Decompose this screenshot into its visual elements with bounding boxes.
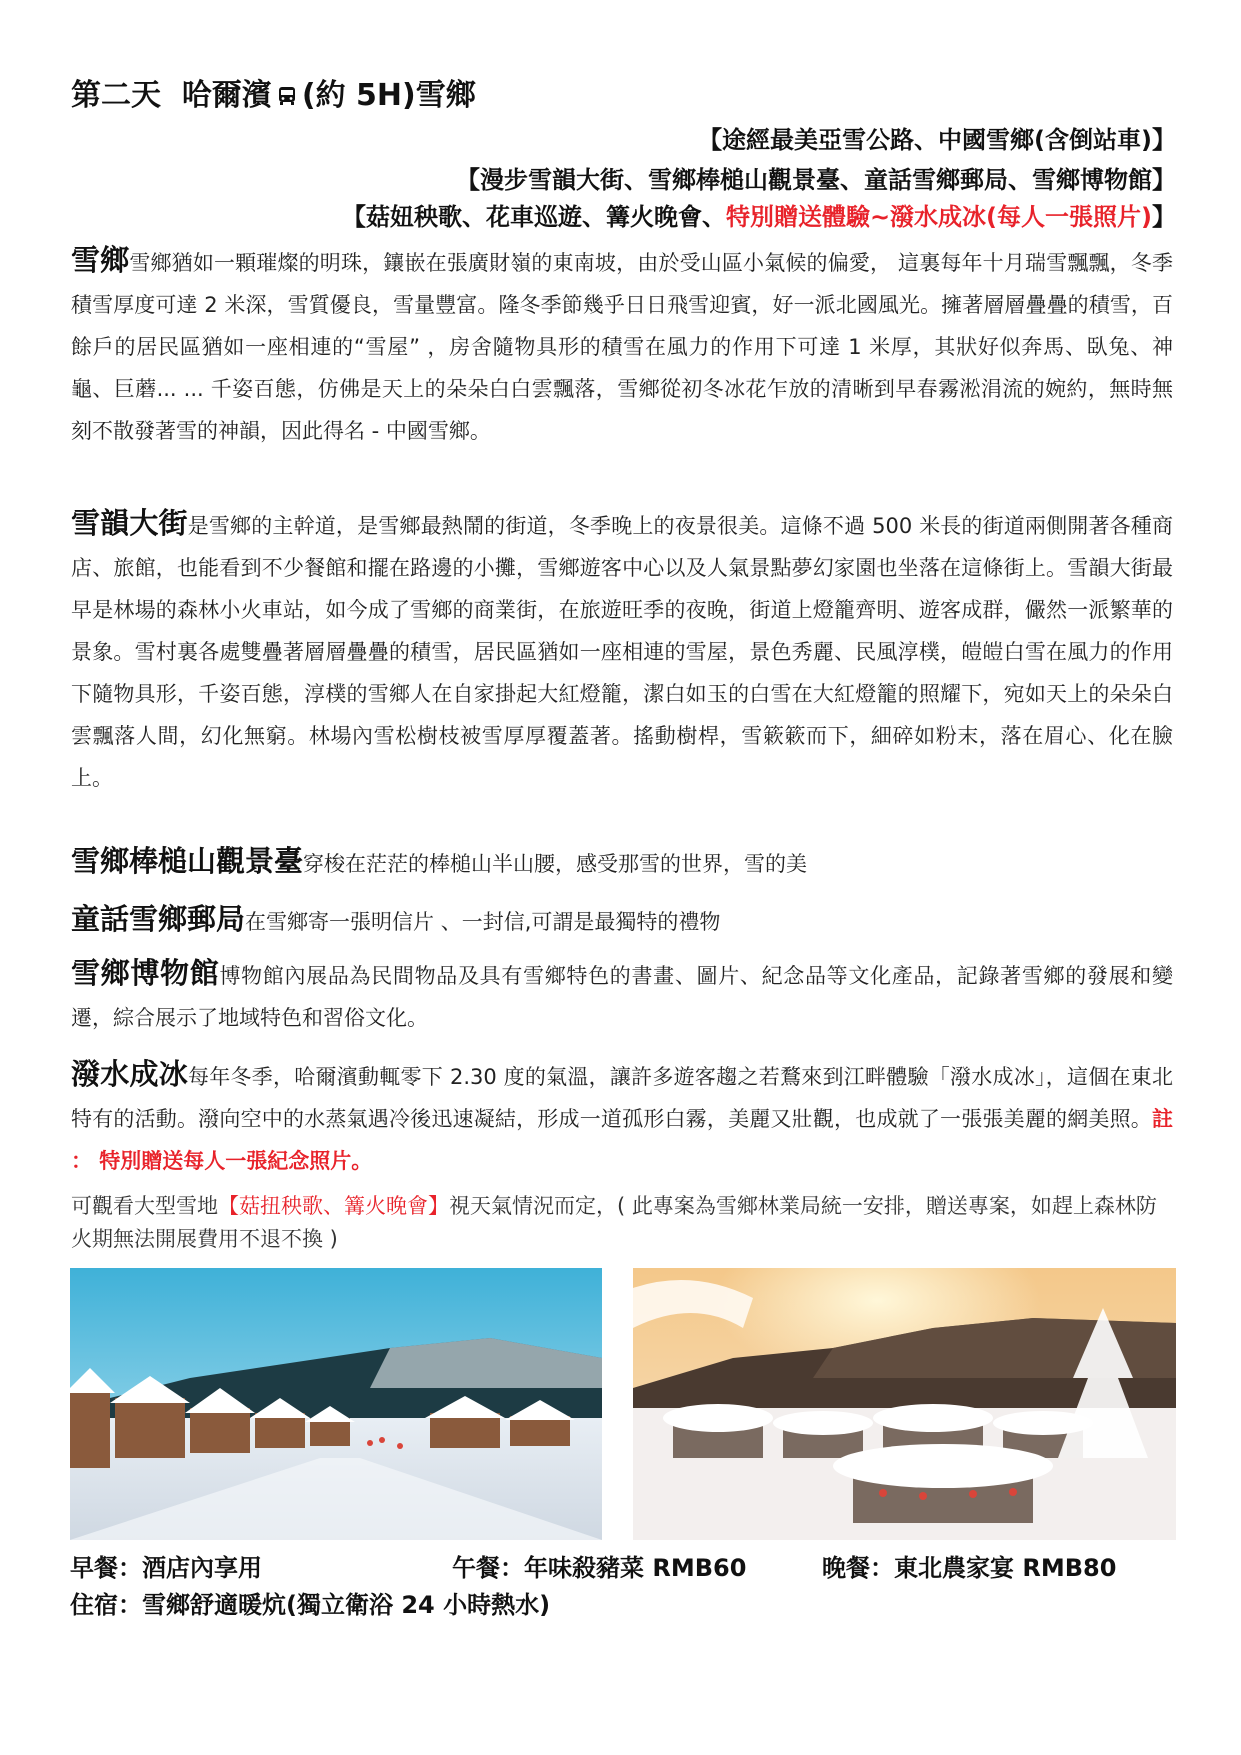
day-label: 第二天 bbox=[71, 78, 161, 113]
section-museum bbox=[71, 952, 1173, 1039]
section-pour-note: 註 ： 特別贈送每人一張紀念照片。 bbox=[71, 1107, 1173, 1173]
section-venue-note bbox=[71, 1190, 1173, 1256]
breakfast: 早餐：酒店內享用 bbox=[70, 1554, 262, 1582]
highlight-line-3 bbox=[342, 197, 1176, 232]
highlight-line-3-special: 特別贈送體驗~潑水成冰(每人一張照片) bbox=[725, 203, 1152, 231]
snow-village-daytime-photo bbox=[70, 1268, 602, 1540]
lodging-row bbox=[70, 1587, 1180, 1624]
section-museum-title: 雪鄉博物館 bbox=[71, 956, 220, 990]
venue-text-start: 可觀看大型雪地 bbox=[71, 1194, 218, 1218]
snow-village-sunset-photo bbox=[633, 1268, 1176, 1540]
section-bangchui-title: 雪鄉棒槌山觀景臺 bbox=[71, 844, 304, 878]
highlight-line-1: 【途經最美亞雪公路、中國雪鄉(含倒站車)】 bbox=[698, 126, 1176, 154]
section-xueyun-title: 雪韻大街 bbox=[71, 506, 188, 540]
lodging: 住宿：雪鄉舒適暖炕(獨立衛浴 24 小時熱水) bbox=[70, 1591, 551, 1619]
highlight-line-3-end: 】 bbox=[1152, 203, 1176, 231]
route-from: 哈爾濱 bbox=[181, 78, 272, 113]
day-title bbox=[71, 70, 476, 114]
dinner: 晚餐：東北農家宴 RMB80 bbox=[822, 1554, 1117, 1582]
section-xuexiang bbox=[71, 239, 1173, 452]
highlight-line-3-start: 【菇妞秧歌、花車巡遊、篝火晚會、 bbox=[341, 203, 726, 231]
section-xueyun-street bbox=[71, 502, 1173, 799]
meals-lodging bbox=[70, 1550, 1180, 1624]
meals-row bbox=[70, 1550, 1180, 1587]
section-pour-title: 潑水成冰 bbox=[71, 1057, 189, 1091]
section-xuexiang-text: 雪鄉猶如一顆璀燦的明珠，鑲嵌在張廣財嶺的東南坡，由於受山區小氣候的偏愛， 這裏每年十月瑞雪飄飄，冬季積雪厚度可達 2 米深，雪質優良，雪量豐富。隆冬季節幾乎日日飛雪迎賓，好一派北國風光。擁著層層疊疊的積雪，百餘戶的居民區猶如一座相連的“雪屋” ，房舍隨物具形的積雪在風力的作用下可達 1 米厚，其狀好似奔馬、臥兔、神龜、巨蘑... ... 千姿百態，仿佛是天上的朵朵白白雲飄落，雪鄉從初冬冰花乍放的清晰到早春霧淞涓流的婉約，無時無刻不散發著雪的神韻，因此得名 - 中國雪鄉。 bbox=[71, 251, 1173, 443]
bus-icon bbox=[276, 85, 298, 107]
section-pour-text: 每年冬季，哈爾濱動輒零下 2.30 度的氣溫，讓許多遊客趨之若鶩來到江畔體驗「潑水成冰」，這個在東北特有的活動。潑向空中的水蒸氣遇冷後迅速凝結，形成一道孤形白霧，美麗又壯觀，也成就了一張張美麗的網美照。 bbox=[71, 1065, 1173, 1131]
route-to: 雪鄉 bbox=[415, 78, 476, 113]
section-museum-text: 博物館內展品為民間物品及具有雪鄉特色的書畫、圖片、紀念品等文化產品，記錄著雪鄉的發展和變遷，綜合展示了地域特色和習俗文化。 bbox=[71, 964, 1173, 1030]
section-xuexiang-title: 雪鄉 bbox=[71, 243, 130, 277]
venue-text-end: 視天氣情況而定，( 此專案為雪鄉林業局統一安排，贈送專案，如趕上森林防火期無法開展費用不退不換 ) bbox=[71, 1194, 1157, 1251]
section-bangchui-text: 穿梭在茫茫的棒槌山半山腰，感受那雪的世界，雪的美 bbox=[303, 852, 808, 876]
section-pour-water bbox=[71, 1053, 1173, 1182]
section-post-text: 在雪鄉寄一張明信片 、一封信,可謂是最獨特的禮物 bbox=[245, 910, 721, 934]
section-post-title: 童話雪鄉郵局 bbox=[71, 902, 246, 936]
section-xueyun-text: 是雪鄉的主幹道，是雪鄉最熱鬧的街道，冬季晚上的夜景很美。這條不過 500 米長的街道兩側開著各種商店、旅館，也能看到不少餐館和擺在路邊的小攤，雪鄉遊客中心以及人氣景點夢幻家園也坐落在這條街上。雪韻大街最早是林場的森林小火車站，如今成了雪鄉的商業街，在旅遊旺季的夜晚，街道上燈籠齊明、遊客成群，儼然一派繁華的景象。雪村裏各處雙疊著層層疊疊的積雪，居民區猶如一座相連的雪屋，景色秀麗、民風淳樸，皚皚白雪在風力的作用下隨物具形，千姿百態，淳樸的雪鄉人在自家掛起大紅燈籠，潔白如玉的白雪在大紅燈籠的照耀下，宛如天上的朵朵白雲飄落人間，幻化無窮。林場內雪松樹枝被雪厚厚覆蓋著。搖動樹桿，雪簌簌而下，細碎如粉末，落在眉心、化在臉上。 bbox=[71, 514, 1173, 790]
lunch: 午餐：年味殺豬菜 RMB60 bbox=[452, 1554, 747, 1582]
venue-text-highlight: 【菇扭秧歌、篝火晚會】 bbox=[218, 1194, 449, 1218]
section-bangchui-mountain bbox=[71, 840, 1173, 885]
route-duration: (約 5H) bbox=[301, 78, 416, 113]
highlight-line-2: 【漫步雪韻大街、雪鄉棒槌山觀景臺、童話雪鄉郵局、雪鄉博物館】 bbox=[456, 166, 1176, 194]
section-post-office bbox=[71, 898, 1173, 943]
